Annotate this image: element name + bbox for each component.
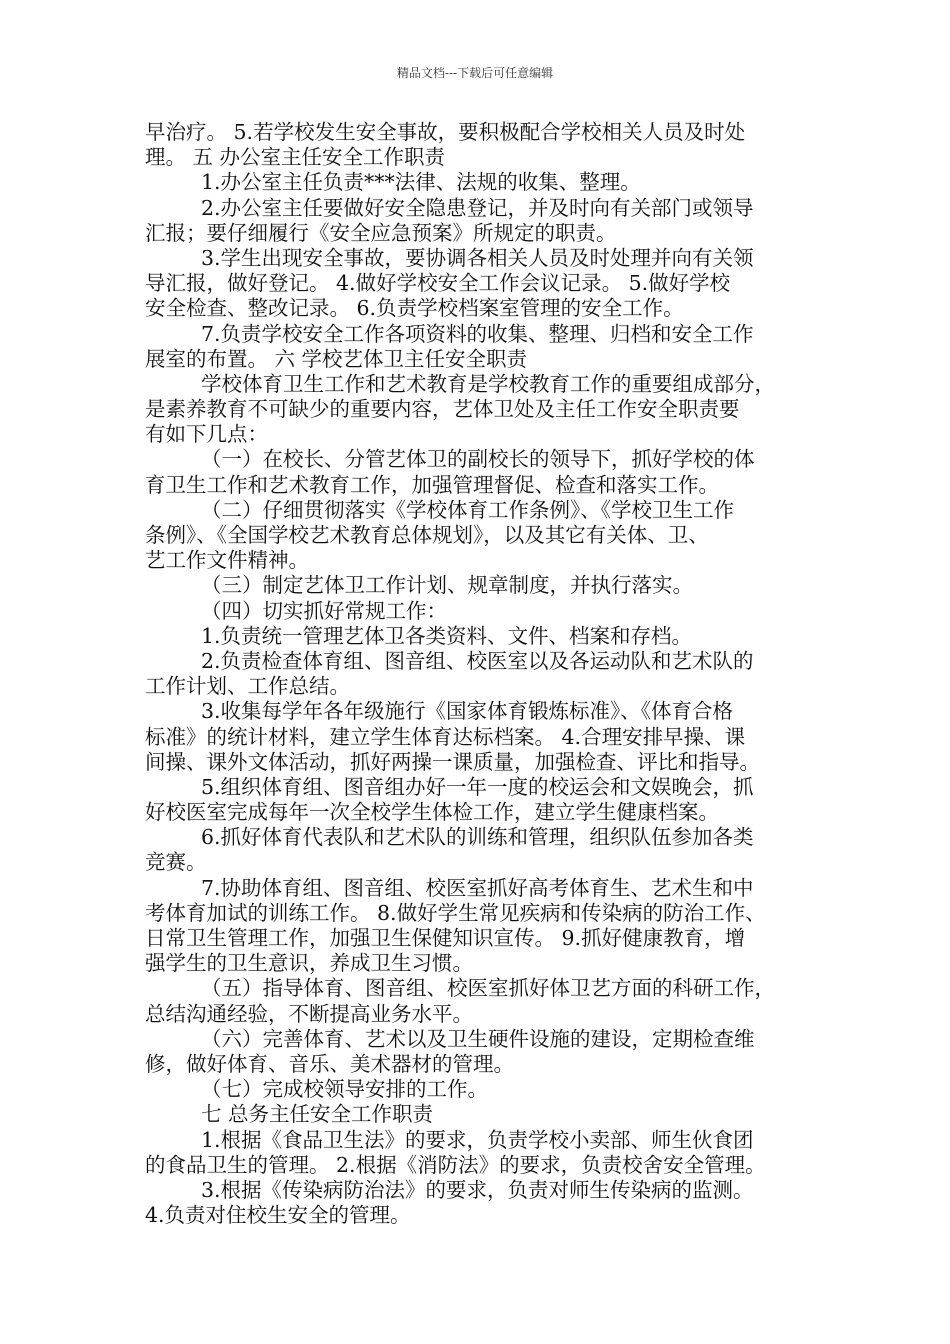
text-line: 竞赛。 — [145, 850, 207, 875]
text-line: 好校医室完成每年一次全校学生体检工作，建立学生健康档案。 — [145, 800, 719, 825]
text-line: 工作计划、工作总结。 — [145, 674, 350, 699]
text-line: 育卫生工作和艺术教育工作，加强管理督促、检查和落实工作。 — [145, 472, 719, 497]
text-line: 七 总务主任安全工作职责 — [201, 1102, 434, 1127]
text-line: 4.负责对住校生安全的管理。 — [145, 1203, 411, 1228]
text-line: 1.办公室主任负责***法律、法规的收集、整理。 — [201, 170, 641, 195]
text-line: 6.抓好体育代表队和艺术队的训练和管理，组织队伍参加各类 — [201, 825, 754, 850]
text-line: 3.根据《传染病防治法》的要求，负责对师生传染病的监测。 — [201, 1177, 754, 1202]
text-line: （一）在校长、分管艺体卫的副校长的领导下，抓好学校的体 — [201, 447, 755, 472]
text-line: 理。 五 办公室主任安全工作职责 — [145, 145, 446, 170]
text-line: （六）完善体育、艺术以及卫生硬件设施的建设，定期检查维 — [201, 1026, 755, 1051]
text-line: 间操、课外文体活动，抓好两操一课质量，加强检查、评比和指导。 — [145, 749, 760, 774]
text-line: 安全检查、整改记录。 6.负责学校档案室管理的安全工作。 — [145, 296, 684, 321]
text-line: （三）制定艺体卫工作计划、规章制度，并执行落实。 — [201, 573, 693, 598]
text-line: 强学生的卫生意识，养成卫生习惯。 — [145, 951, 473, 976]
text-line: （二）仔细贯彻落实《学校体育工作条例》、《学校卫生工作 — [201, 497, 734, 522]
text-line: 展室的布置。 六 学校艺体卫主任安全职责 — [145, 346, 528, 371]
text-line: 考体育加试的训练工作。 8.做好学生常见疾病和传染病的防治工作、 — [145, 900, 766, 925]
text-line: 7.负责学校安全工作各项资料的收集、整理、归档和安全工作 — [201, 321, 754, 346]
text-line: 7.协助体育组、图音组、校医室抓好高考体育生、艺术生和中 — [201, 875, 754, 900]
text-line: 导汇报，做好登记。 4.做好学校安全工作会议记录。 5.做好学校 — [145, 271, 731, 296]
text-line: 汇报；要仔细履行《安全应急预案》所规定的职责。 — [145, 220, 617, 245]
text-line: 2.办公室主任要做好安全隐患登记，并及时向有关部门或领导 — [201, 195, 754, 220]
text-line: 艺工作文件精神。 — [145, 548, 309, 573]
text-line: （七）完成校领导安排的工作。 — [201, 1077, 488, 1102]
text-line: 修，做好体育、音乐、美术器材的管理。 — [145, 1051, 514, 1076]
text-line: 有如下几点： — [145, 422, 268, 447]
text-line: 标准》的统计材料，建立学生体育达标档案。 4.合理安排早操、课 — [145, 724, 746, 749]
document-body — [145, 120, 817, 1228]
text-line: （四）切实抓好常规工作： — [201, 598, 447, 623]
page-header: 精品文档---下载后可任意编辑 — [396, 66, 554, 80]
text-line: 学校体育卫生工作和艺术教育是学校教育工作的重要组成部分， — [201, 371, 775, 396]
text-line: 1.负责统一管理艺体卫各类资料、文件、档案和存档。 — [201, 623, 693, 648]
text-line: 5.组织体育组、图音组办好一年一度的校运会和文娱晚会，抓 — [201, 774, 754, 799]
text-line: 3.收集每学年各年级施行《国家体育锻炼标准》、《体育合格 — [201, 699, 734, 724]
text-line: 3.学生出现安全事故，要协调各相关人员及时处理并向有关领 — [201, 245, 754, 270]
text-line: 1.根据《食品卫生法》的要求，负责学校小卖部、师生伙食团 — [201, 1127, 754, 1152]
text-line: 早治疗。 5.若学校发生安全事故，要积极配合学校相关人员及时处 — [145, 120, 746, 144]
text-line: （五）指导体育、图音组、校医室抓好体卫艺方面的科研工作， — [201, 976, 775, 1001]
text-line: 是素养教育不可缺少的重要内容，艺体卫处及主任工作安全职责要 — [145, 397, 740, 422]
text-line: 的食品卫生的管理。 2.根据《消防法》的要求，负责校舍安全管理。 — [145, 1152, 766, 1177]
text-line: 总结沟通经验，不断提高业务水平。 — [145, 1001, 473, 1026]
text-line: 条例》、《全国学校艺术教育总体规划》，以及其它有关体、卫、 — [145, 523, 709, 547]
text-line: 2.负责检查体育组、图音组、校医室以及各运动队和艺术队的 — [201, 648, 754, 673]
text-line: 日常卫生管理工作，加强卫生保健知识宣传。 9.抓好健康教育，增 — [145, 926, 746, 950]
